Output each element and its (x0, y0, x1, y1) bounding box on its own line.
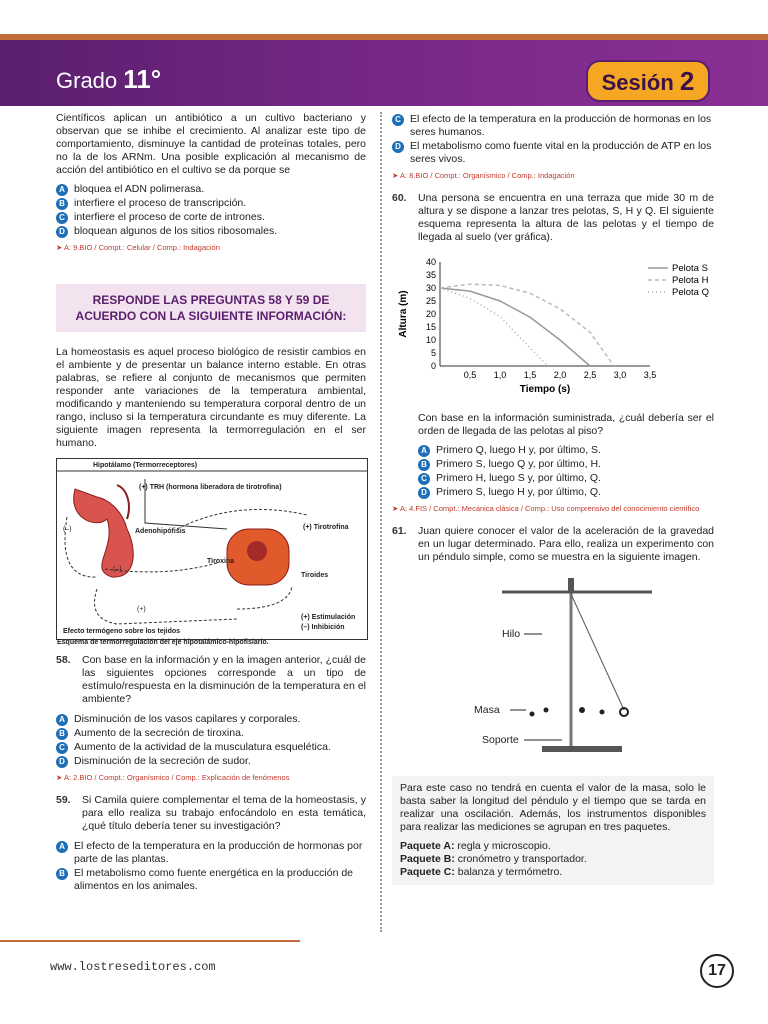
paquete-label: Paquete A: (400, 840, 455, 852)
option-text: Disminución de los vasos capilares y corporales. (74, 713, 301, 725)
y-tick-label: 15 (425, 322, 436, 332)
y-tick-label: 0 (430, 361, 436, 371)
option-text: El metabolismo como fuente vital en la producción de ATP en los seres vivos. (410, 140, 712, 165)
legend-label: Pelota H (672, 275, 709, 286)
q61-instructions-box (392, 776, 714, 885)
option-text: El metabolismo como fuente energética en la producción de alimentos en los animales. (74, 867, 353, 892)
question-61 (392, 525, 714, 570)
x-tick-label: 3,5 (643, 370, 657, 380)
option-text: El efecto de la temperatura en la producción de hormonas por parte de las plantas. (74, 840, 363, 865)
info-box-heading: RESPONDE LAS PREGUNTAS 58 Y 59 DE ACUERDO CON LA SIGUIENTE INFORMACIÓN: (56, 284, 366, 332)
q60-options (418, 444, 714, 499)
option-c (392, 113, 714, 139)
page-number: 17 (700, 954, 734, 988)
x-tick-label: 0,5 (463, 370, 477, 380)
paquete-text: cronómetro y transportador. (457, 853, 587, 865)
ball-height-chart (392, 256, 709, 406)
paquete-item (400, 840, 706, 853)
paquete-item (400, 866, 706, 879)
option-letter-badge: A (56, 184, 68, 196)
option-text: Primero H, luego S y, por último, Q. (436, 472, 601, 484)
q60-meta: ➤ A: 4.FIS / Compt.: Mecánica clásica / Comp.: Uso comprensivo del conocimiento científico (392, 502, 714, 515)
footer-url: www.lostreseditores.com (50, 960, 216, 974)
option-letter-badge: D (56, 756, 68, 768)
option-text: interfiere el proceso de transcripción. (74, 197, 247, 209)
option-a (56, 840, 366, 866)
q60-text: Una persona se encuentra en una terraza que mide 30 m de altura y se dispone a lanzar tres pelotas, S, H y Q. El siguiente esquema representa la altura de las pelotas y el tiempo de llegada al suelo (ver gráfica). (418, 192, 714, 243)
fig-label-tirotrofina: (+) Tirotrofina (303, 524, 349, 531)
header-strip (0, 34, 768, 40)
thermoregulation-figure (56, 458, 368, 646)
y-tick-label: 35 (425, 270, 436, 280)
option-letter-badge: D (392, 141, 404, 153)
q57-options (56, 183, 366, 238)
fig-label-plus: (+) (137, 606, 146, 613)
fig-caption: Esquema de termorregulación del eje hipotalámico-hipofisiario. (57, 639, 269, 646)
option-letter-badge: C (56, 742, 68, 754)
y-tick-label: 10 (425, 335, 436, 345)
legend-label: Pelota Q (672, 287, 709, 298)
paquete-item (400, 853, 706, 866)
option-b (418, 458, 714, 471)
q59-text: Si Camila quiere complementar el tema de la homeostasis, y para ello realiza su trabajo enfocándolo en esta temática, ¿qué título debería tener su investigación? (82, 794, 366, 832)
fig-label-tiroides: Tiroides (301, 572, 329, 579)
q61-text: Juan quiere conocer el valor de la aceleración de la gravedad en un lugar determinado. Para ello, realiza un experimento con un péndulo simple, como se muestra en la siguiente imagen. (418, 525, 714, 563)
homeostasis-text: La homeostasis es aquel proceso biológico de resistir cambios en el ambiente y de presentar un balance interno estable. En otras palabras, se refiere al conjunto de mecanismos que permiten responder ante variaciones de la temperatura ambiental, modificando y manteniendo su temperatura corporal dentro de un rango, incluso si la temperatura circundante es muy diferente. La siguiente imagen representa la termorregulación en el ser humano. (56, 346, 366, 449)
question-60 (392, 192, 714, 250)
series-line-pelota-h (440, 284, 614, 366)
option-b (56, 727, 366, 740)
q57-meta: ➤ A: 9.BIO / Compt.: Celular / Comp.: Indagación (56, 241, 366, 254)
x-tick-label: 2,5 (583, 370, 597, 380)
y-tick-label: 30 (425, 283, 436, 293)
pendulum-label-soporte: Soporte (482, 734, 519, 746)
option-letter-badge: A (56, 714, 68, 726)
option-text: bloquea el ADN polimerasa. (74, 183, 205, 195)
option-letter-badge: B (56, 868, 68, 880)
q58-meta: ➤ A: 2.BIO / Compt.: Organísmico / Comp.: Explicación de fenómenos (56, 771, 366, 784)
paquete-text: balanza y termómetro. (457, 866, 563, 878)
fig-label-tiroxina: Tiroxina (207, 558, 235, 565)
option-letter-badge: D (56, 226, 68, 238)
footer-line (0, 940, 300, 942)
y-axis-label: Altura (m) (398, 290, 409, 338)
paquete-label: Paquete B: (400, 853, 455, 865)
option-letter-badge: B (56, 728, 68, 740)
option-letter-badge: D (418, 487, 430, 499)
option-d (418, 486, 714, 499)
pendulum-label-hilo: Hilo (502, 628, 521, 640)
x-tick-label: 3,0 (613, 370, 627, 380)
option-a (418, 444, 714, 457)
option-letter-badge: B (418, 459, 430, 471)
x-axis-label: Tiempo (s) (519, 384, 571, 395)
fig-label-inhibicion: (–) Inhibición (301, 624, 345, 631)
fig-label-estimulacion: (+) Estimulación (301, 614, 356, 621)
option-letter-badge: C (392, 114, 404, 126)
fig-label-minus2: (–) (113, 566, 122, 573)
fig-label-hipotalamo: Hipotálamo (Termorreceptores) (93, 462, 198, 469)
column-divider (380, 112, 382, 932)
pendulum-figure (392, 578, 714, 768)
y-tick-label: 5 (430, 348, 436, 358)
series-line-pelota-s (440, 288, 590, 366)
option-text: Aumento de la secreción de tiroxina. (74, 727, 244, 739)
q59-meta: ➤ A: 8.BIO / Compt.: Organísmico / Comp.: Indagación (392, 169, 714, 182)
fig-label-adeno: Adenohipófisis (135, 528, 186, 535)
option-d (56, 755, 366, 768)
question-59 (56, 794, 366, 839)
q59-options-cont (392, 113, 714, 166)
option-b (56, 197, 366, 210)
left-column (56, 112, 366, 894)
pendulum-label-masa: Masa (474, 704, 500, 716)
legend-label: Pelota S (672, 263, 708, 274)
option-text: bloquean algunos de los sitios ribosomales. (74, 225, 278, 237)
option-a (56, 713, 366, 726)
question-58 (56, 654, 366, 712)
option-letter-badge: C (418, 473, 430, 485)
option-c (56, 211, 366, 224)
option-c (56, 741, 366, 754)
x-tick-label: 2,0 (553, 370, 567, 380)
option-letter-badge: B (56, 198, 68, 210)
option-letter-badge: A (418, 445, 430, 457)
y-tick-label: 25 (425, 296, 436, 306)
q60-number: 60. (392, 192, 407, 204)
fig-label-minus1: (–) (63, 526, 72, 533)
paquetes-list (400, 840, 706, 879)
x-tick-label: 1,5 (523, 370, 537, 380)
grade-label: Grado 11° (56, 64, 162, 94)
q61-number: 61. (392, 525, 407, 537)
option-b (56, 867, 366, 893)
q60-after: Con base en la información suministrada, ¿cuál debería ser el orden de llegada de las pelotas al piso? (418, 412, 714, 437)
option-text: El efecto de la temperatura en la producción de hormonas en los seres humanos. (410, 113, 712, 138)
q58-text: Con base en la información y en la imagen anterior, ¿cuál de las siguientes opciones corresponde a un tipo de estímulo/respuesta en la disminución de la temperatura en el ambiente? (82, 654, 366, 705)
y-tick-label: 40 (425, 257, 436, 267)
q59-number: 59. (56, 794, 71, 806)
option-text: interfiere el proceso de corte de intrones. (74, 211, 265, 223)
option-text: Primero Q, luego H y, por último, S. (436, 444, 601, 456)
q57-intro: Científicos aplican un antibiótico a un cultivo bacteriano y observan que se inhibe el crecimiento. Al analizar este tipo de comportamiento, disminuye la cantidad de proteínas totales, pero no la de los ARNm. Una posible explicación al mecanismo de acción del antibiótico en el cultivo se da porque se (56, 112, 366, 176)
option-text: Disminución de la secreción de sudor. (74, 755, 251, 767)
fig-label-trh: (+) TRH (hormona liberadora de tirotrofina) (139, 484, 282, 491)
paquete-label: Paquete C: (400, 866, 455, 878)
option-text: Aumento de la actividad de la musculatura esquelética. (74, 741, 331, 753)
paquete-text: regla y microscopio. (457, 840, 551, 852)
option-letter-badge: C (56, 212, 68, 224)
q59-options (56, 840, 366, 893)
pendulum-diagram (392, 578, 714, 768)
option-a (56, 183, 366, 196)
session-badge: Sesión 2 (586, 60, 710, 102)
option-letter-badge: A (56, 841, 68, 853)
option-c (418, 472, 714, 485)
fig-label-efecto: Efecto termógeno sobre los tejidos (63, 628, 181, 635)
q58-number: 58. (56, 654, 71, 666)
right-column (392, 112, 714, 885)
y-tick-label: 20 (425, 309, 436, 319)
q58-options (56, 713, 366, 768)
x-tick-label: 1,0 (493, 370, 507, 380)
option-d (56, 225, 366, 238)
q61-after: Para este caso no tendrá en cuenta el valor de la masa, solo le basta saber la longitud del péndulo y el tiempo que se tarda en realizar una oscilación. Además, los instrumentos disponibles para realizar las mediciones se agrupan en tres paquetes. (400, 782, 706, 833)
option-text: Primero S, luego H y, por último, Q. (436, 486, 601, 498)
option-d (392, 140, 714, 166)
option-text: Primero S, luego Q y, por último, H. (436, 458, 601, 470)
